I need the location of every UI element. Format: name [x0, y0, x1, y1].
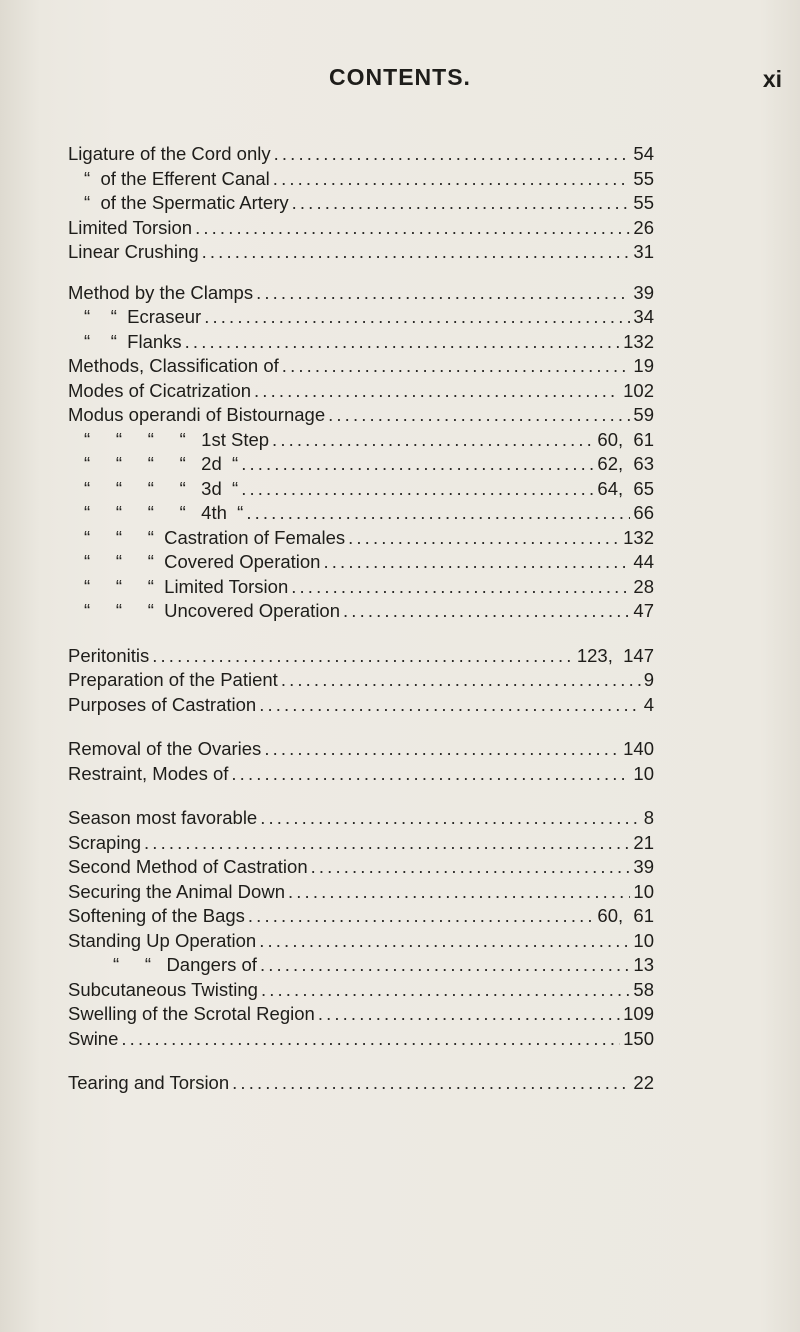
index-entry [68, 501, 654, 526]
entry-page-numbers: 132 [623, 526, 654, 548]
entry-label: “ of the Efferent Canal [84, 167, 270, 189]
dot-leader [204, 305, 630, 330]
index-entry [68, 452, 654, 477]
index-entry [68, 1071, 654, 1096]
entry-label: Peritonitis [68, 644, 150, 666]
entry-label: Swelling of the Scrotal Region [68, 1003, 315, 1024]
dot-leader [144, 831, 630, 856]
index-entry [68, 403, 654, 428]
entry-label: Scraping [68, 831, 142, 853]
entry-label: Season most favorable [68, 807, 258, 828]
entry-label: “ “ “ “ 4th “ [84, 502, 244, 523]
entry-page-numbers: 31 [633, 241, 654, 262]
entry-page-numbers: 28 [633, 575, 654, 597]
entry-label: Methods, Classification of [68, 355, 279, 376]
dot-leader [292, 191, 631, 216]
dot-leader [291, 575, 630, 600]
dot-leader [185, 330, 620, 355]
index-entry [68, 354, 654, 379]
entry-page-numbers: 66 [633, 502, 654, 523]
section-gap [68, 717, 654, 737]
entry-page-numbers: 39 [633, 281, 654, 303]
index-entry [68, 762, 654, 787]
entry-page-numbers: 4 [643, 693, 654, 715]
entry-label: “ “ “ “ 2d “ [84, 453, 239, 474]
entry-label: Swine [68, 1027, 119, 1049]
entry-label: “ “ “ “ 3d “ [84, 477, 239, 499]
entry-page-numbers: 109 [623, 1003, 654, 1024]
entry-page-numbers: 64, 65 [597, 477, 654, 499]
index-entry [68, 806, 654, 831]
entry-label: Modes of Cicatrization [68, 379, 252, 401]
entry-page-numbers: 132 [623, 330, 654, 352]
entry-label: “ “ Dangers of [113, 954, 257, 975]
entry-label: “ “ “ Castration of Females [84, 526, 346, 548]
index-entry [68, 526, 654, 551]
index-entry [68, 1027, 654, 1052]
entry-page-numbers: 21 [633, 831, 654, 853]
entry-label: Ligature of the Cord only [68, 143, 271, 164]
page-number: xi [762, 66, 782, 92]
index-entry [68, 644, 654, 669]
entry-page-numbers: 47 [633, 600, 654, 621]
index-entry [68, 599, 654, 624]
dot-leader [281, 668, 641, 693]
index-entry [68, 668, 654, 693]
entry-label: Modus operandi of Bistournage [68, 404, 326, 425]
entry-page-numbers: 44 [633, 551, 654, 572]
running-title: CONTENTS. [329, 64, 471, 90]
index-entry [68, 142, 654, 167]
dot-leader [274, 142, 631, 167]
dot-leader [202, 240, 631, 265]
dot-leader [323, 550, 630, 575]
index-entry [68, 240, 654, 265]
entry-page-numbers: 34 [633, 306, 654, 327]
entry-label: Method by the Clamps [68, 281, 254, 303]
entry-page-numbers: 62, 63 [597, 453, 654, 474]
entry-label: Softening of the Bags [68, 905, 245, 926]
index-entry [68, 550, 654, 575]
entry-page-numbers: 150 [623, 1027, 654, 1049]
entry-page-numbers: 39 [633, 856, 654, 877]
entry-page-numbers: 55 [633, 192, 654, 213]
index-entry [68, 929, 654, 954]
entry-page-numbers: 10 [633, 929, 654, 951]
index-entry [68, 831, 654, 856]
entry-page-numbers: 8 [643, 807, 654, 828]
index-entry [68, 305, 654, 330]
entry-page-numbers: 19 [633, 355, 654, 376]
index-entry [68, 1002, 654, 1027]
index-entry [68, 281, 654, 306]
index-entry [68, 904, 654, 929]
entry-page-numbers: 10 [633, 762, 654, 784]
dot-leader [259, 693, 641, 718]
entry-label: “ of the Spermatic Artery [84, 192, 289, 213]
dot-leader [152, 644, 574, 669]
entry-page-numbers: 60, 61 [597, 428, 654, 450]
entry-label: “ “ Ecraseur [84, 306, 202, 327]
index-entry [68, 693, 654, 718]
section-gap [68, 624, 654, 644]
dot-leader [232, 1071, 630, 1096]
entry-label: Standing Up Operation [68, 929, 257, 951]
entry-label: “ “ “ Uncovered Operation [84, 600, 341, 621]
index-entry [68, 953, 654, 978]
dot-leader [311, 855, 631, 880]
index-entry [68, 855, 654, 880]
entry-label: “ “ “ Limited Torsion [84, 575, 289, 597]
section-gap [68, 786, 654, 806]
entry-page-numbers: 22 [633, 1072, 654, 1093]
section-gap [68, 1051, 654, 1071]
dot-leader [261, 978, 630, 1003]
index-entry [68, 167, 654, 192]
entry-label: Purposes of Castration [68, 693, 257, 715]
entry-page-numbers: 26 [633, 216, 654, 238]
entry-page-numbers: 59 [633, 404, 654, 425]
entry-page-numbers: 123, 147 [576, 644, 654, 666]
entry-page-numbers: 13 [633, 954, 654, 975]
entry-page-numbers: 102 [623, 379, 654, 401]
entry-page-numbers: 9 [643, 669, 654, 690]
dot-leader [248, 904, 595, 929]
dot-leader [260, 806, 640, 831]
dot-leader [254, 379, 620, 404]
entry-label: Removal of the Ovaries [68, 738, 262, 759]
dot-leader [256, 281, 630, 306]
entry-label: Tearing and Torsion [68, 1072, 230, 1093]
index-entry [68, 428, 654, 453]
entry-label: Limited Torsion [68, 216, 193, 238]
dot-leader [195, 216, 630, 241]
index-entry [68, 216, 654, 241]
entry-label: Second Method of Castration [68, 856, 308, 877]
index-entry [68, 330, 654, 355]
index-entry [68, 379, 654, 404]
entry-page-numbers: 54 [633, 143, 654, 164]
index-entry [68, 191, 654, 216]
dot-leader [272, 428, 594, 453]
entry-label: Restraint, Modes of [68, 762, 229, 784]
dot-leader [288, 880, 630, 905]
index-entry [68, 575, 654, 600]
entry-page-numbers: 10 [633, 880, 654, 902]
entry-page-numbers: 55 [633, 167, 654, 189]
contents-index [68, 142, 654, 1096]
entry-label: Preparation of the Patient [68, 669, 278, 690]
dot-leader [259, 929, 630, 954]
dot-leader [328, 403, 630, 428]
dot-leader [260, 953, 630, 978]
entry-label: Subcutaneous Twisting [68, 978, 258, 1000]
dot-leader [318, 1002, 620, 1027]
dot-leader [121, 1027, 620, 1052]
index-entry [68, 477, 654, 502]
index-entry [68, 737, 654, 762]
dot-leader [241, 452, 594, 477]
entry-label: “ “ “ Covered Operation [84, 551, 321, 572]
index-entry [68, 978, 654, 1003]
dot-leader [231, 762, 630, 787]
dot-leader [241, 477, 594, 502]
page-header [0, 62, 800, 94]
entry-page-numbers: 58 [633, 978, 654, 1000]
section-gap [68, 265, 654, 281]
dot-leader [246, 501, 630, 526]
dot-leader [273, 167, 631, 192]
dot-leader [282, 354, 631, 379]
entry-page-numbers: 60, 61 [597, 905, 654, 926]
dot-leader [343, 599, 630, 624]
entry-label: “ “ “ “ 1st Step [84, 428, 270, 450]
index-entry [68, 880, 654, 905]
entry-page-numbers: 140 [623, 738, 654, 759]
entry-label: Linear Crushing [68, 241, 199, 262]
dot-leader [348, 526, 620, 551]
entry-label: “ “ Flanks [84, 330, 182, 352]
dot-leader [264, 737, 620, 762]
entry-label: Securing the Animal Down [68, 880, 285, 902]
